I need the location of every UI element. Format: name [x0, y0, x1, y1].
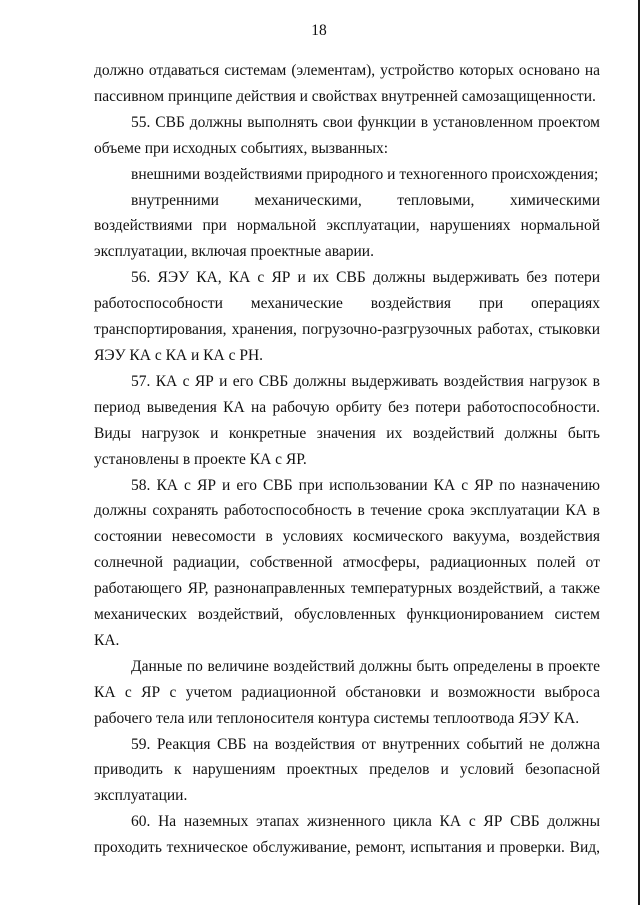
paragraph-continuation: должно отдаваться системам (элементам), устройство которых основано на пассивном принципе действия и свойствах внутренней самозащищенности. — [94, 62, 600, 105]
paragraph-55: 55. СВБ должны выполнять свои функции в установленном проектом объеме при исходных событиях, вызванных: — [94, 113, 600, 157]
paragraph-60: 60. На наземных этапах жизненного цикла КА с ЯР СВБ должны проходить техническое обслуживание, ремонт, испытания и проверки. Вид, — [94, 813, 600, 857]
paragraph-55-item-external: внешними воздействиями природного и техногенного происхождения; — [131, 165, 599, 183]
paragraph-58: 58. КА с ЯР и его СВБ при использовании КА с ЯР по назначению должны сохранять работоспособность в течение срока эксплуатации КА в состоянии невесомости в условиях космического вакуума, воздействия солнечной радиации, собственной атмосферы, радиационных полей от работающего ЯР, разнонаправленных температурных воздействий, а также механических воздействий, обусловленных функционированием систем КА. — [94, 476, 600, 649]
paragraph-56: 56. ЯЭУ КА, КА с ЯР и их СВБ должны выдерживать без потери работоспособности механические воздействия при операциях транспортирования, хранения, погрузочно-разгрузочных работах, стыковки ЯЭУ КА с КА и КА с РН. — [94, 269, 600, 364]
paragraph-59: 59. Реакция СВБ на воздействия от внутренних событий не должна приводить к нарушениям проектных пределов и условий безопасной эксплуатации. — [94, 735, 600, 805]
paragraph-58-data: Данные по величине воздействий должны быть определены в проекте КА с ЯР с учетом радиационной обстановки и возможности выброса рабочего тела или теплоносителя контура системы теплоотвода ЯЭУ КА. — [94, 657, 600, 727]
paragraph-55-item-internal: внутренними механическими, тепловыми, химическими воздействиями при нормальной эксплуатации, нарушениях нормальной эксплуатации, включая проектные аварии. — [94, 191, 600, 261]
page-number: 18 — [311, 22, 327, 39]
document-body — [94, 58, 600, 861]
paragraph-57: 57. КА с ЯР и его СВБ должны выдерживать воздействия нагрузок в период выведения КА на рабочую орбиту без потери работоспособности. Виды нагрузок и конкретные значения их воздействий должны быть установлены в проекте КА с ЯР. — [94, 372, 600, 468]
